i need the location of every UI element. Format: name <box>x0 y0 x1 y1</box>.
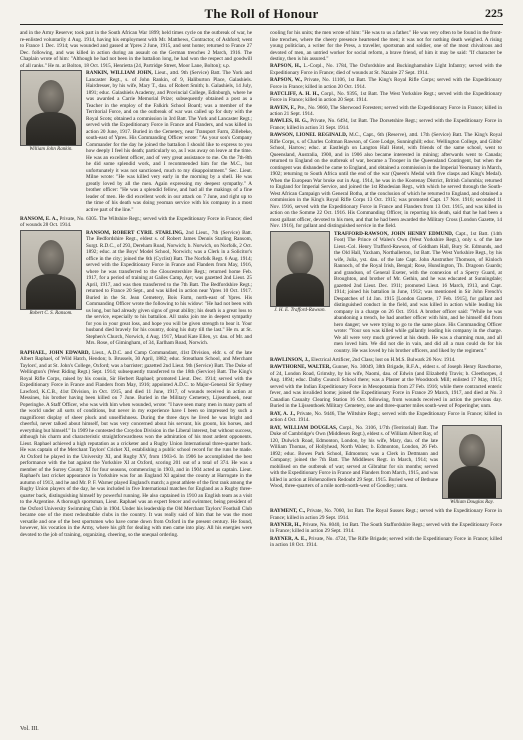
page-number: 225 <box>485 6 503 20</box>
entry-rawthorne <box>270 364 502 410</box>
entry-text: Capt., 1st Batt. (14th Foot) The Prince of Wales's Own (West Yorkshire Regt.), only s. of the late Lieut.-Col. Henry Trafford-Rawson, of Goldham Hall, Bury St. Edmunds, and the Old Hall, Yaxham, Northallerton, 1st Batt. The West Yorkshire Regt., by his wife, Julia, yst. dau. of the late Capt. John Anstruther Thomson, of Kinloch Rannoch, of the Royal Irish, Bengal; Rose, Hunslington, Th. Dragoon Guards; and grandson, of General Exeter, with the connexion of a Sperry Guard, at Broughton, and brother of Mr. Gethin, and he was educated at Sunningdale; gazetted 2nd Lieut. Dec. 1911; promoted Lieut. 16 March, 1913, and Capt. 1914; joined his battalion in June, 1912; was mentioned in Sir John French's Despatches of 14 Jan. 1915 [London Gazette, 17 Feb. 1915], for gallant and distinguished conduct in the field, and was killed in action while leading his company in a charge on 26 Oct. 1914. A brother officer said: "While he was abandoning a trench, he had another officer with him, and he himself did from hero danger; we were trying to go to the same place. His Commanding Officer wrote: "Your son was killed while gallantly leading his company in the charge. We all were very much grieved at his death. He was a charming man, and all men loved him. We did not die in vain, and did all a man could do for his country. He was loved by his brother officers, and liked by the regiment." <box>334 230 502 354</box>
entry-text: 2nd Lieut., 7th (Service) Batt. The Bedfordshire Regt., eldest s. of Robert James Dennis Starling Ransom, Surgt. R.D.C., of 293, Dereham Road, Norwich; b. Norwich, on Norfolk, 2 Oct. 1892; educ. at the Boys' Model School, Norwich; was a Clerk in a Solicitor's office in the city; joined the 6th (Cyclist) Batt. The Norfolk Regt. 6 Aug. 1914; served with the Expeditionary Force in France and Flanders from May, 1916, where he was transferred to the Gloucestershire Regt.; returned home Feb. 1917, for a period of training at Gailes Camp, Ayr; was gazetted 2nd Lieut. 25 April, 1917, and was then transferred to the 7th Batt. The Bedfordshire Regt.; returned to France 20 Sept., and was killed in action near Ypres 10 Oct. 1917. Buried in the St. Jean Cemetery, Bois Farm, north-east of Ypres. His Commanding Officer wrote the following to his widow: "He had not been with us long, but had already given signs of great ability; his death is a great loss to the service, especially to his battalion. All ranks join me in deepest sympathy for you in your great loss, and hope you will be given strength to bear it. Your husband died bravely for his country, doing his duty till the last." He m. at St. Stephen's Church, Norwich, 4 Aug. 1917, Maud Kate Ellen, yr. dau. of Mr. and Mrs. Rose, of Gimingham, of 34, Earlham Road, Norwich. <box>86 229 253 347</box>
portrait-photo <box>20 70 82 146</box>
entry-name: RAYNER, H., <box>270 521 302 528</box>
entry-name: RANSOM, ROBERT CYRIL STARLING, <box>86 229 184 236</box>
entry-raven <box>270 105 502 118</box>
entry-rawles <box>270 118 502 131</box>
entry-ransom-ea <box>20 216 252 229</box>
entry-name: RAVEN, F., <box>270 104 296 111</box>
entry-raphael <box>20 350 252 539</box>
entry-rapson-w <box>270 77 502 90</box>
entry-continuation: cooling for his units; the men wrote of him: "He was to us a father." He was very often to be found in the front-line trenches, where the cheery presence heartened the men; it was not for nothing death weighed. A rising young politician, a writer for the Press, a traveller, sportsman and soldier, one of the most chivalrous and devoted of men, an untried worker for social reform, a brave friend, of him it may be said: "If character be destiny, then is his assured." <box>270 30 502 62</box>
page-header <box>20 6 503 25</box>
entry-text: L.-Corpl., No. 1784, The Oxfordshire and Buckinghamshire Light Infantry; served with the Expeditionary Force in France; died of wounds at St. Nazaire 27 Sept. 1914. <box>270 63 502 76</box>
portrait-photo <box>270 231 330 307</box>
entry-name: RANKIN, WILLIAM JOHN, <box>86 70 153 76</box>
entry-name: TRAFFORD-RAWSON, JOHN HENRY EDMUND, <box>334 230 454 237</box>
entry-text: Lieut., A.D.C. and Camp Commandant, 41st Division, eldr. s. of the late Albert Raphael, of Wild Hatch, Hendon; b. Brussels, 30 April, 1882; educ. Streatham School, and Merchant Taylors', and at St. John's College, Oxford; was a barrister; gazetted 2nd Lieut. 9th (Service) Batt. The Duke of Wellington's (West Riding Regt.) Sept. 1914; subsequently transferred to the 18th (Service) Batt. The King's Royal Rifle Corps, raised by his cousin, Sir Herbert Raphael; promoted Lieut. Dec. 1914; served with the Expeditionary Force in France and Flanders from May, 1916; appointed A.D.C. to Major-General Sir Sydney Lawford, K.C.B., 41st Division, in Oct. 1915, and died 11 June, 1917, of wounds received in action at Messines, his brother having been killed on 7 June. Buried in the Military Cemetery, Lijssenthoek, near Poperinghe. A Staff Officer, who was with him when wounded, wrote: "I have seen many men in many parts of the world under all sorts of conditions, but never in my experience have I been so impressed by such a magnificent display of sheer pluck and unselfishness. During the three days he lived he was bright and cheerful, never talked about himself, but was very concerned about his servant, his groom, his horses, and everything but himself." In 1909 he contested the Croydon Division in the Liberal interest, but without success, although his charm and characteristic straightforwardness won the admiration of his most ardent opponents. Lieut. Raphael achieved a high reputation as a cricketer and a Rugby Union International three-quarter back. He was captain of the Merchant Taylors' Cricket XI, establishing a public school record for the runs he made. At Oxford he played in the University XI, and Rugby XV, from 1903-6. In 1906 he accomplished the best performance with the bat against the Yorkshire XI at Oxford, scoring 201 out of a total of 374. He was a member of the Surrey County XI for four seasons, commencing in 1903, and in 1904 acted as captain. Lieut. Raphael's last cricket appearance in Yorkshire was for an England XI against the county at Harrogate in the autumn of 1913, and he and Mr. P. F. Warner played England's match; a great athlete of the first rank among the Rugby Union players of the day, he was included in five International matches for England as a Rugby three-quarter back, distinguishing himself by powerful running. He also captained in 1910 an English team as a visit to the Argentine. A thorough sportsman, Lieut. Raphael was an expert fencer and swimmer, being president of the Oxford University Swimming Club in 1904. Under his leadership the Old Merchant Taylors' Football Club became one of the most redoubtable clubs in the country. It was really said of him that he was the most versatile and one of the best sportsmen who have come down from Oxford in the present century. He found, however, his vocation in the Army, where his gift for dealing with men came into play. All his energies were devoted to the job of training, organizing, cheering, so the unequal ordering. <box>20 349 252 538</box>
entry-name: RAWSON, LIONEL REGINALD, <box>270 132 348 139</box>
page-title: The Roll of Honour <box>204 6 319 21</box>
entry-name: RAYNER, A. E., <box>270 535 307 542</box>
entry-text: Private, No. 6305. The Wiltshire Regt.; served with the Expeditionary Force in France; died of wounds 28 Oct. 1914. <box>20 215 252 229</box>
entry-ransom-rcs <box>20 230 252 348</box>
entry-text: Private, No. 6494, 1st Batt. The Dorsetshire Regt.; served with the Expeditionary Force in France; killed in action 31 Sept. 1914. <box>270 118 502 131</box>
entry-text: Pte., No. 9660, The Sherwood Foresters; served with the Expeditionary Force in France; killed in action 21 Sept. 1914. <box>270 104 503 118</box>
entry-name: RANSOM, E. A., <box>20 215 59 222</box>
entry-name: RATCLIFF, A. H. H., <box>270 90 320 97</box>
entry-text: Corpl., No. 9395, 1st Batt. The West Yorkshire Regt.; served with the Expeditionary Force in France; killed in action 20 Sept. 1914. <box>270 90 502 104</box>
entry-ray-a <box>270 411 502 424</box>
entry-text: Private, No. 9446, The Wiltshire Regt.; served with the Expeditionary Force in France; killed in action 4 Oct. 1914. <box>270 410 502 424</box>
entry-rayner-h <box>270 522 502 535</box>
entry-rankin <box>20 70 252 214</box>
entry-name: RAWLINSON, J., <box>270 357 310 364</box>
left-column <box>20 30 252 539</box>
entry-rawson <box>270 132 502 230</box>
portrait-photo <box>442 425 502 499</box>
entry-text: Gunner, No. 30049, 38th Brigade, R.F.A., eldest s. of Joseph Henry Rawthorne, of 24, London Road, Grimsby, by his wife, Naomi, dau. of Edwin (and Elizabeth) Travis; b. Cleethorpes, 4 Aug. 1894; educ. Dalby Council School there; was a Plaster at the Woodstock Mill; enlisted 17 May, 1915; served with the Indian Expeditionary Force in Mesopotamia from 27 Feb. 1916; while there contracted enteric fever, and was invalided home; joined the Expeditionary Force in France 29 March, 1917, and died at No. 3 Canadian Casualty Clearing Station 16 Oct. following, from wounds received in action the previous day. Buried in the Lijssenthoek Military Cemetery, one and three-quarter miles south-west of Poperinghe; unm. <box>270 364 503 410</box>
photo-caption: Robert C. S. Ransom. <box>29 310 73 316</box>
volume-mark: Vol. III. <box>20 726 39 732</box>
entry-text: Private, No. 7060, 1st Batt. The Royal Sussex Regt.; served with the Expeditionary Force in France; killed in action 29 Sept. 1914. <box>270 508 502 521</box>
entry-name: RAY, WILLIAM DOUGLAS, <box>270 424 338 431</box>
entry-rayner-a <box>270 536 502 549</box>
photo-caption: J. H. E. Trafford-Rawson. <box>274 307 326 313</box>
entry-name: RAYMENT, C., <box>270 508 306 515</box>
entry-ray-w <box>270 425 502 507</box>
entry-rapson-h <box>270 63 502 76</box>
right-column <box>270 30 502 550</box>
entry-name: RAPSON, H., <box>270 63 302 70</box>
entry-rayment <box>270 508 502 521</box>
entry-text: Electrical Artificer, 2nd Class; lost on H.M.S. Bulwark 26 Nov. 1914. <box>309 357 456 364</box>
entry-name: RAPHAEL, JOHN EDWARD, <box>20 349 90 356</box>
entry-ratcliff <box>270 91 502 104</box>
photo-caption: William Douglas Ray. <box>450 499 494 505</box>
entry-continuation: and in the Army Reserve; took part in the South African War 1899; held times cycle on the outbreak of war, he re-enlisted voluntarily 4 Aug. 1914, having his employment with Mr. Matthews, Contractor, of Ashford; went to France 1 Dec. 1914; was wounded and gassed at Ypres 2 June, 1915, and sent home; returned to France 27 Dec. following, and was killed in action during an assault on the German trenches 2 March, 1916. The Chaplain wrote of him: "Although he had not been in the battalion long, he had won the respect and goodwill of all ranks." He m. at Bolton, 18 Oct. 1915, Henrietta (24, Partridge Street, Moor Lane, Bolton); s.p. <box>20 30 252 69</box>
entry-text: Private, No. 8040, 1st Batt. The South Staffordshire Regt.; served with the Expeditionary Force in France; killed in action 29 Sept. 1914. <box>270 521 503 535</box>
entry-text: Private, No. 11106, 1st Batt. The King's Royal Rifle Corps; served with the Expeditionary Force in France; killed in action 20 Oct. 1914. <box>270 77 503 90</box>
entry-text: M.C., Capt., 6th (Reserve), attd. 17th (Service) Batt. The King's Royal Rifle Corps, s. of Charles Coltman Rawson, of Gore Lodge, Sunninghill; educ. Wellington College, and Gibbs' School, Harrow; educ. at Eastleigh on Langton Hall Hotel, with friends of the same school, went to Queensland, Australia, 1900, and in 1906 also became interested in mining; afterwards went to Canada; returned to England on the outbreak of war, became a Trooper in the Queensland Contingent, but when the contingent was disbanded he came to England, and obtained a commission in the Imperial Yeomanry in March, 1902; returning to South Africa until the end of the war (Queen's Medal with five clasps and King's Medal). When the European War broke out in Aug. 1914, he was in the Kootenay District, British Columbia; returned to England for Imperial Service, and joined the 1st Rhodesian Regt., with which he served through the South-West African Campaign with General Botha, at the conclusion of which he returned to England, and obtained a commission in the King's Royal Rifle Corps 13 Oct. 1915; was promoted Capt. 17 Nov. 1916; seconded 11 Nov. 1916, served with the Expeditionary Force in France and Flanders from 13 Oct. 1915, and was killed in action on the Somme 22 Oct. 1916. His Commanding Officer, in reporting his death, said that he had been a most gallant officer, devoted to his men, and that he had been awarded the Military Cross (London Gazette, 14 Nov. 1916), for gallant and distinguished service in the field. <box>270 132 502 230</box>
entry-name: RAPSON, W., <box>270 77 302 84</box>
entry-name: RAY, A. J., <box>270 410 296 417</box>
entry-text: Private, No. 4724, The Rifle Brigade; served with the Expeditionary Force in France; killed in action 18 Oct. 1914. <box>270 535 502 549</box>
photo-caption: William John Rankin. <box>29 147 73 152</box>
entry-rawlinson <box>270 357 502 364</box>
entry-text: Lieut., attd. 9th (Service) Batt. The York and Lancaster Regt., s. of John Rankin, of 9, Haliburton Place, Galashiels. Hairdresser, by his wife, Mary T., dau. of Robert Smith; b. Galashiels, 14 July, 1891; educ. Galashiels Academy, and Provincial College, Edinburgh, where he was awarded a Carrie Memorial Prize; subsequently obtained a post as a Teacher in the employ of the Falkirk School Board; was a member of the Territorial Force, and on the outbreak of war was called up for duty with the Royal Scots; obtained a commission in 3rd Batt. The York and Lancaster Regt.; served with the Expeditionary Force in France and Flanders, and was killed in action 20 June, 1917. Buried in the Cemetery, near Transport Farm, Zillebeke, south-east of Ypres. His Commanding Officer wrote: "As your son's Company Commander for the day he joined the battalion I should like to express to you how deeply I feel his death; particularly so, as I was away on leave at the time. He was an excellent officer, and of very great assistance to me. On the 7th-8th he did some splendid work, and I recommended him for the M.C., but unfortunately it was not sanctioned, much to my disappointment." Sec. Lieut. Milne wrote: "He was killed very early in the morning by a shell. He was greatly loved by all the men. Again expressing my deepest sympathy." A brother officer: "He was a splendid fellow, and had all the makings of a fine leader of men. He did excellent work in our attack on 7 June, and right up to the time of his death was doing yeoman service with his company in a most active part of the line." <box>86 70 252 213</box>
portrait-photo <box>20 230 82 310</box>
entry-name: RAWLES, H. G., <box>270 118 309 125</box>
entry-trafford-rawson <box>270 231 502 355</box>
entry-name: RAWTHORNE, WALTER, <box>270 364 331 371</box>
entry-text: Corpl., No. 3106, 1/7th (Territorial) Batt. The Duke of Cambridge's Own (Middlesex Regt.), eldest s. of William Albert Ray, of 120, Dulwich Road, Edmonton, London, by his wife, Mary, dau. of the late William Thomas, of Hollyhead, North Wales; b. Edmonton, London, 26 Feb. 1892; educ. Bowes Park School, Edmonton; was a Clerk in Dettmann and Company; joined the 7th Batt. The Middlesex Regt. in March, 1914; was mobilised on the outbreak of war; served at Gibraltar for six months; served with the Expeditionary Force in France and Flanders from March, 1915, and was killed in action at Hohenzollern Redoubt 29 Sept. 1915. Buried west of Bethune Wood, three-quarters of a mile north-north-west of Goodley; unm. <box>270 424 439 490</box>
